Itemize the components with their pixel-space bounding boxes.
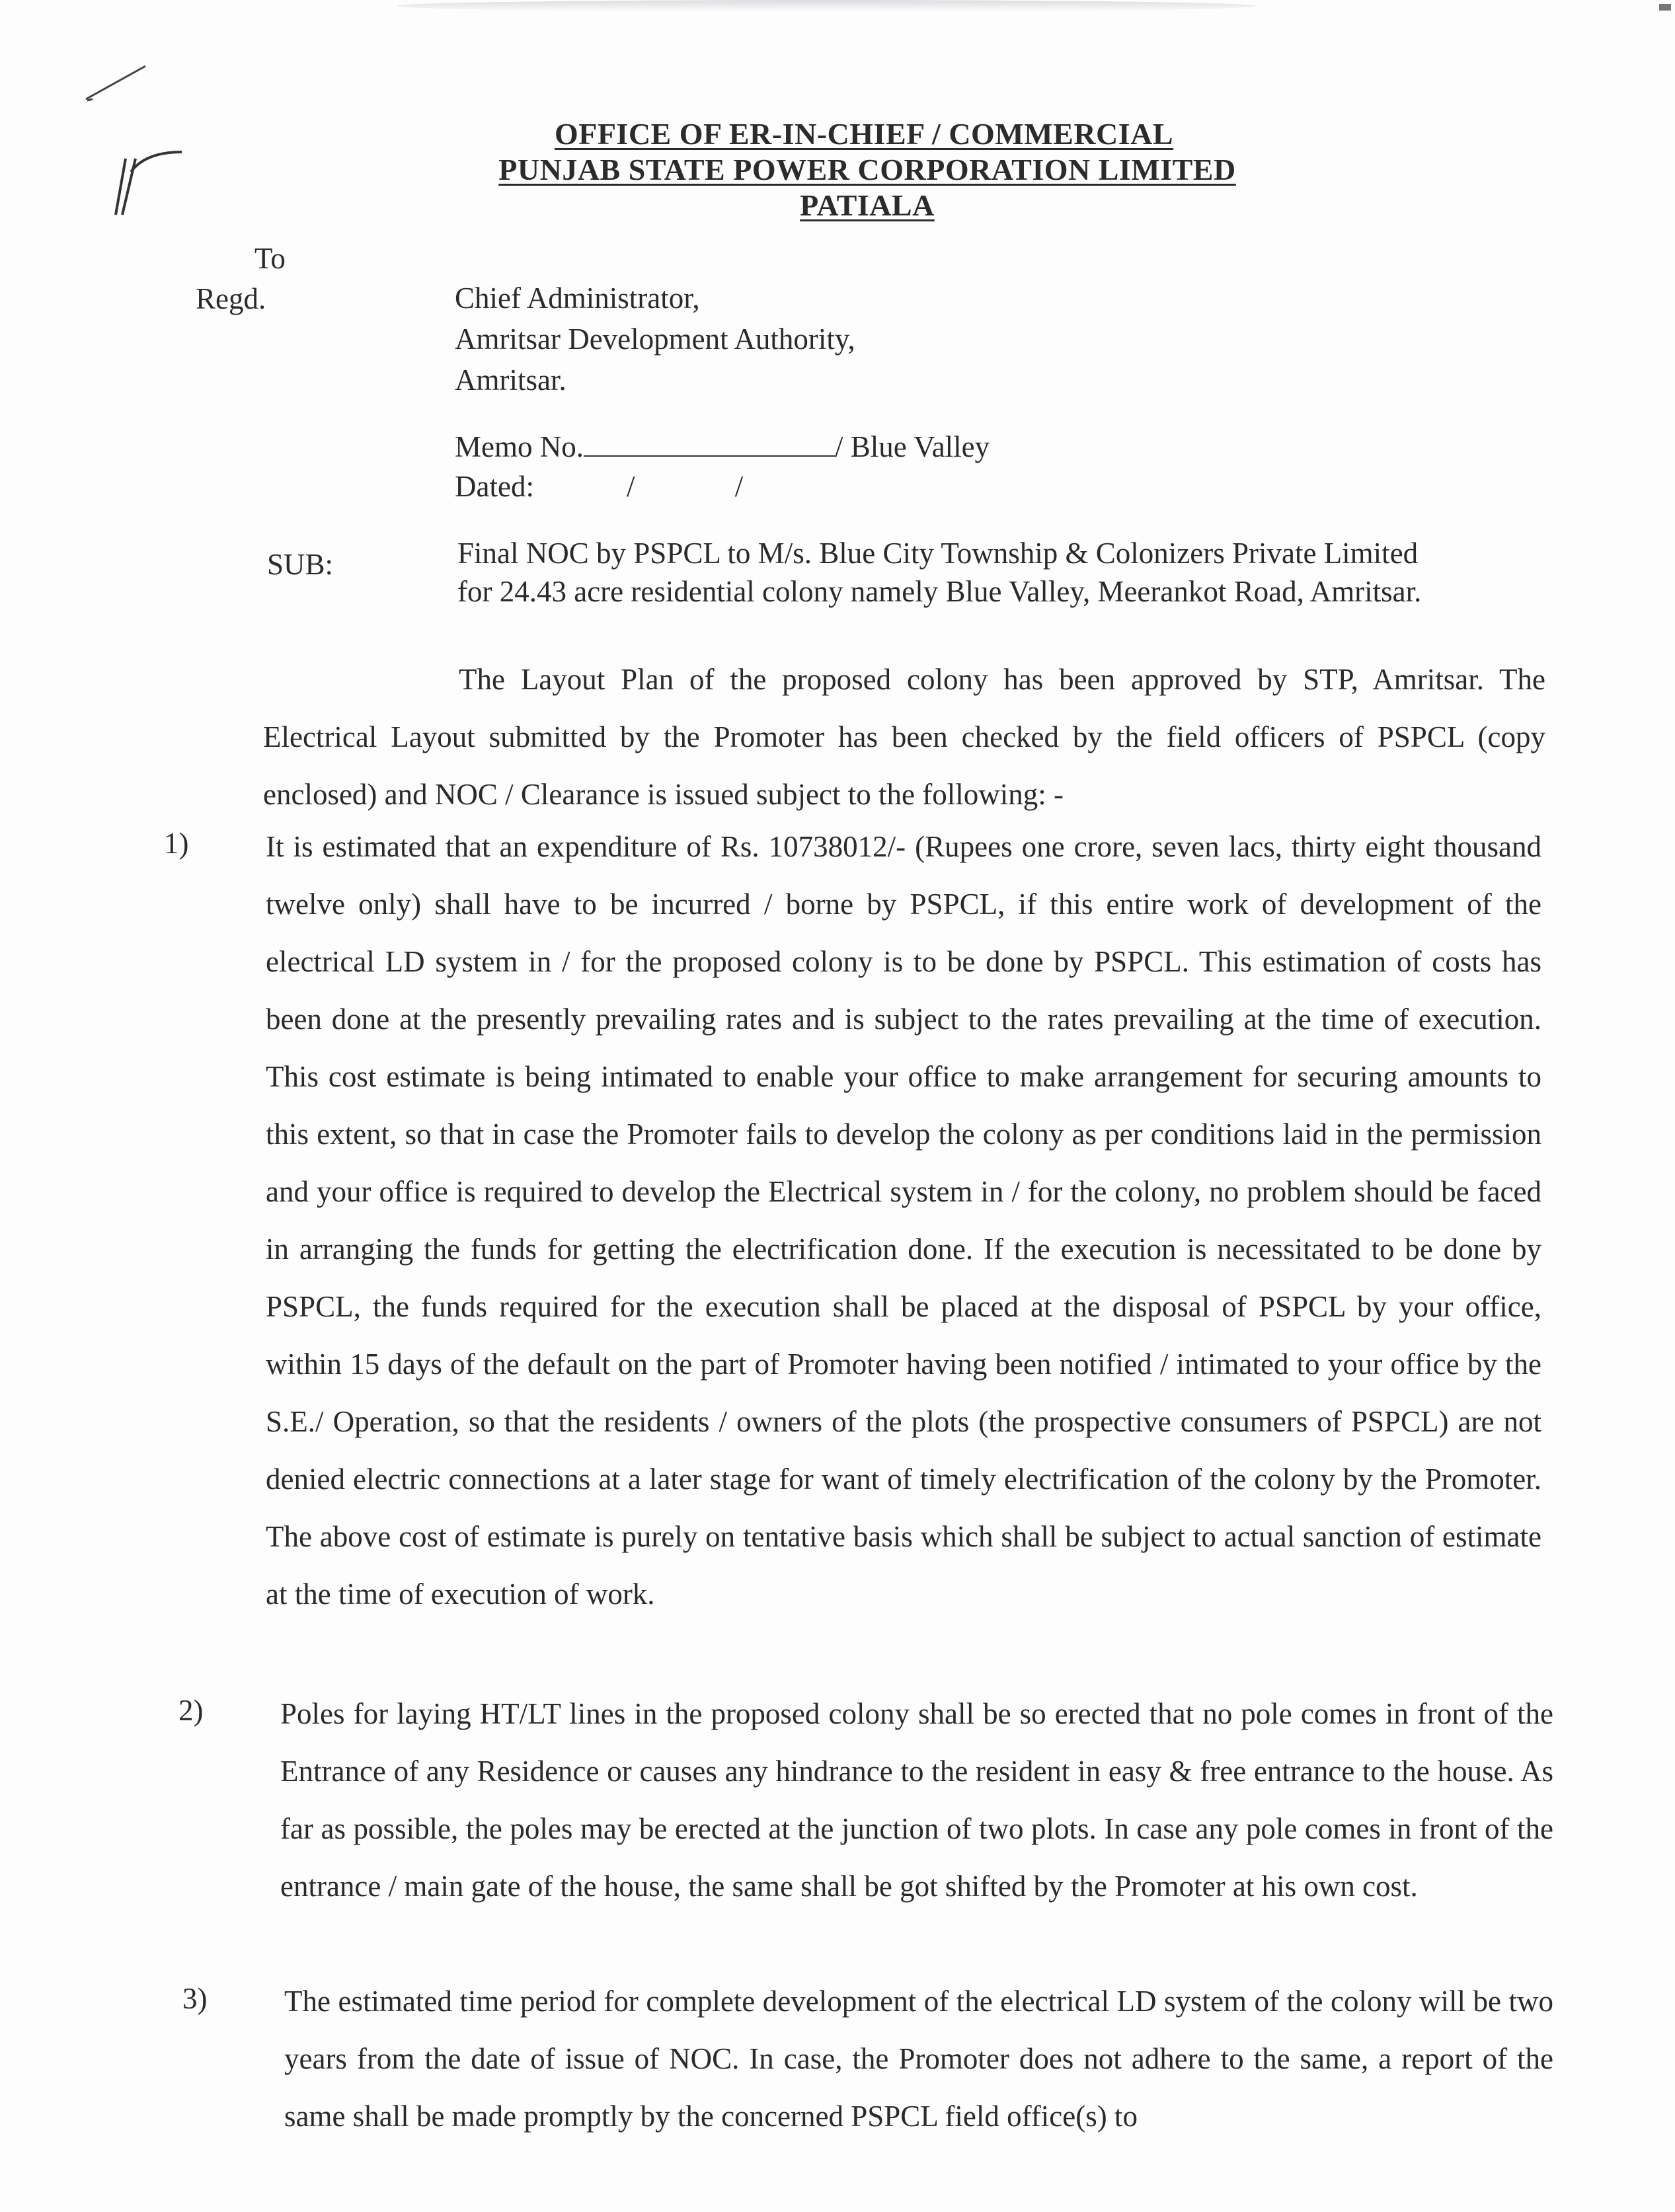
intro-paragraph: The Layout Plan of the proposed colony has been approved by STP, Amritsar. The Electrical Layout submitted by the Promoter has been checked by the field officers of PSPCL (copy enclosed) and NOC / Clearance is issued subject to the following: -: [263, 663, 1545, 811]
letterhead-city: PATIALA: [800, 188, 935, 222]
condition-paragraph: It is estimated that an expenditure of Rs. 10738012/- (Rupees one crore, seven lacs, thirty eight thousand twelve only) shall have to be incurred / borne by PSPCL, if this entire work of development of the electrical LD system in / for the proposed colony is to be done by PSPCL. This estimation of costs has been done at the presently prevailing rates and is subject to the rates prevailing at the time of execution. This cost estimate is being intimated to enable your office to make arrangement for securing amounts to this extent, so that in case the Promoter fails to develop the colony as per conditions laid in the permission and your office is required to develop the Electrical system in / for the colony, no problem should be faced in arranging the funds for getting the electrification done. If the execution is necessitated to be done by PSPCL, the funds required for the execution shall be placed at the disposal of PSPCL by your office, within 15 days of the default on the part of Promoter having been notified / intimated to your office by the S.E./ Operation, so that the residents / owners of the plots (the prospective consumers of PSPCL) are not denied electric connections at a later stage for want of timely electrification of the colony by the Promoter. The above cost of estimate is purely on tentative basis which shall be subject to actual sanction of estimate at the time of execution of work.: [266, 830, 1541, 1611]
addressee-organization: Amritsar Development Authority,: [455, 323, 855, 356]
condition-number: 2): [178, 1694, 204, 1727]
letterhead: [0, 116, 1675, 223]
subject-text: [457, 534, 1541, 611]
scan-mark: [1659, 4, 1671, 11]
subject-line-1: Final NOC by PSPCL to M/s. Blue City Township & Colonizers Private Limited: [457, 537, 1419, 570]
memo-suffix: / Blue Valley: [835, 430, 990, 463]
condition-number: 1): [164, 827, 189, 860]
letterhead-organization: PUNJAB STATE POWER CORPORATION LIMITED: [498, 153, 1236, 186]
condition-paragraph: Poles for laying HT/LT lines in the proposed colony shall be so erected that no pole comes in front of the Entrance of any Residence or causes any hindrance to the resident in easy & free entrance to the house. As far as possible, the poles may be erected at the junction of two plots. In case any pole comes in front of the entrance / main gate of the house, the same shall be got shifted by the Promoter at his own cost.: [280, 1697, 1553, 1903]
dated-value: / /: [626, 470, 744, 503]
dated-label: Dated:: [455, 470, 534, 503]
addressee-block: [455, 278, 855, 400]
addressee-title: Chief Administrator,: [455, 282, 700, 315]
condition-paragraph: The estimated time period for complete development of the electrical LD system of the colony will be two years from the date of issue of NOC. In case, the Promoter does not adhere to the same, a report of the same shall be made promptly by the concerned PSPCL field office(s) to: [284, 1985, 1553, 2133]
letterhead-office: OFFICE OF ER-IN-CHIEF / COMMERCIAL: [554, 117, 1174, 151]
memo-number-blank: [584, 430, 835, 457]
memo-block: [455, 427, 990, 506]
dated-line: [455, 467, 990, 506]
memo-label: Memo No.: [455, 430, 584, 463]
addressee-city: Amritsar.: [455, 363, 566, 397]
regd-label: Regd.: [196, 282, 266, 315]
memo-number-line: [455, 427, 990, 467]
to-label: To: [254, 242, 286, 275]
subject-line-2: for 24.43 acre residential colony namely Blue Valley, Meerankot Road, Amritsar.: [457, 575, 1422, 608]
subject-label: SUB:: [267, 548, 334, 581]
scan-shadow: [397, 0, 1256, 12]
condition-number: 3): [182, 1982, 208, 2015]
